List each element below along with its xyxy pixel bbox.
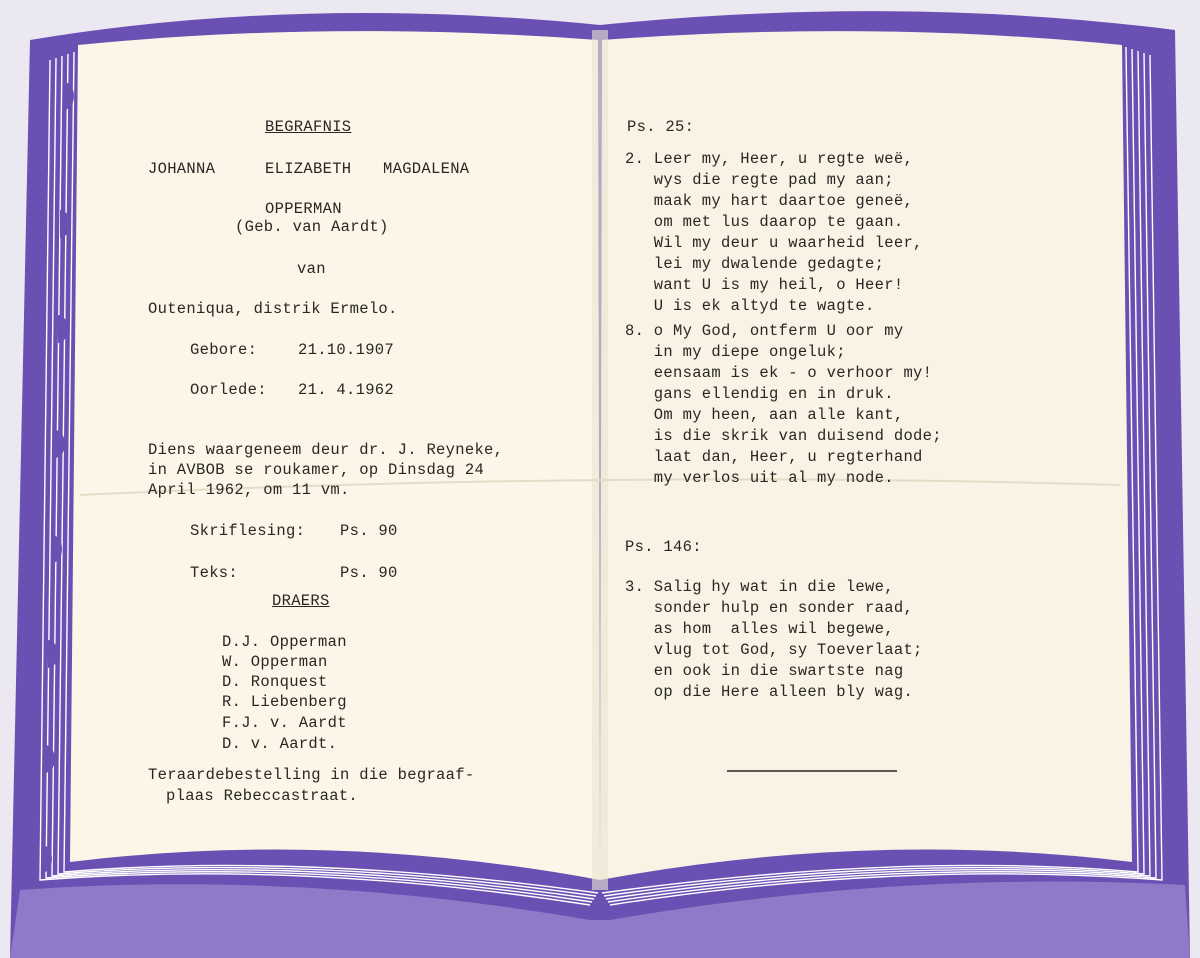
reading-value: Ps. 90	[340, 522, 398, 540]
bearer-2: W. Opperman	[222, 653, 328, 671]
ps25-v8-line-8: my verlos uit al my node.	[625, 469, 894, 487]
born-date: 21.10.1907	[298, 341, 395, 359]
ps146-v3-line-5: en ook in die swartste nag	[625, 662, 904, 680]
burial-line-2: plaas Rebeccastraat.	[166, 787, 359, 805]
burial-line-1: Teraardebestelling in die begraaf-	[148, 766, 475, 784]
reading-label: Skriflesing:	[190, 522, 306, 540]
psalm-146-title: Ps. 146:	[625, 538, 702, 556]
ps25-v8-line-3: eensaam is ek - o verhoor my!	[625, 364, 933, 382]
surname: OPPERMAN	[265, 200, 342, 218]
heading-begrafnis: BEGRAFNIS	[265, 118, 352, 136]
died-date: 21. 4.1962	[298, 381, 395, 399]
ps25-v8-line-4: gans ellendig en in druk.	[625, 385, 894, 403]
ps146-v3-line-3: as hom alles wil begewe,	[625, 620, 894, 638]
maiden-name: (Geb. van Aardt)	[235, 218, 389, 236]
spine-shadow	[592, 30, 608, 890]
ps25-v2-line-1: 2. Leer my, Heer, u regte weë,	[625, 150, 914, 168]
ps25-v2-line-4: om met lus daarop te gaan.	[625, 213, 904, 231]
ps25-v2-line-5: Wil my deur u waarheid leer,	[625, 234, 923, 252]
bearer-3: D. Ronquest	[222, 673, 328, 691]
ps25-v8-line-1: 8. o My God, ontferm U oor my	[625, 322, 904, 340]
ps25-v8-line-7: laat dan, Heer, u regterhand	[625, 448, 923, 466]
place: Outeniqua, distrik Ermelo.	[148, 300, 398, 318]
ps25-v2-line-2: wys die regte pad my aan;	[625, 171, 894, 189]
ps25-v2-line-7: want U is my heil, o Heer!	[625, 276, 904, 294]
service-line-3: April 1962, om 11 vm.	[148, 481, 350, 499]
ps146-v3-line-4: vlug tot God, sy Toeverlaat;	[625, 641, 923, 659]
born-label: Gebore:	[190, 341, 258, 359]
bearer-6: D. v. Aardt.	[222, 735, 338, 753]
ps146-v3-line-1: 3. Salig hy wat in die lewe,	[625, 578, 894, 596]
ps25-v8-line-2: in my diepe ongeluk;	[625, 343, 846, 361]
ps25-v8-line-5: Om my heen, aan alle kant,	[625, 406, 904, 424]
ps25-v2-line-3: maak my hart daartoe geneë,	[625, 192, 914, 210]
ps146-v3-line-6: op die Here alleen bly wag.	[625, 683, 914, 701]
bearer-5: F.J. v. Aardt	[222, 714, 347, 732]
ps25-v8-line-6: is die skrik van duisend dode;	[625, 427, 942, 445]
name-first: JOHANNA	[148, 160, 216, 178]
bearer-1: D.J. Opperman	[222, 633, 347, 651]
ps146-v3-line-2: sonder hulp en sonder raad,	[625, 599, 914, 617]
name-middle: ELIZABETH	[265, 160, 352, 178]
ps25-v2-line-8: U is ek altyd te wagte.	[625, 297, 875, 315]
service-line-2: in AVBOB se roukamer, op Dinsdag 24	[148, 461, 485, 479]
died-label: Oorlede:	[190, 381, 267, 399]
bearer-4: R. Liebenberg	[222, 693, 347, 711]
text-label: Teks:	[190, 564, 239, 582]
bearers-heading: DRAERS	[272, 592, 330, 610]
text-value: Ps. 90	[340, 564, 398, 582]
service-line-1: Diens waargeneem deur dr. J. Reyneke,	[148, 441, 504, 459]
ps25-v2-line-6: lei my dwalende gedagte;	[625, 255, 885, 273]
psalm-25-title: Ps. 25:	[627, 118, 695, 136]
van-word: van	[297, 260, 326, 278]
name-third: MAGDALENA	[383, 160, 470, 178]
